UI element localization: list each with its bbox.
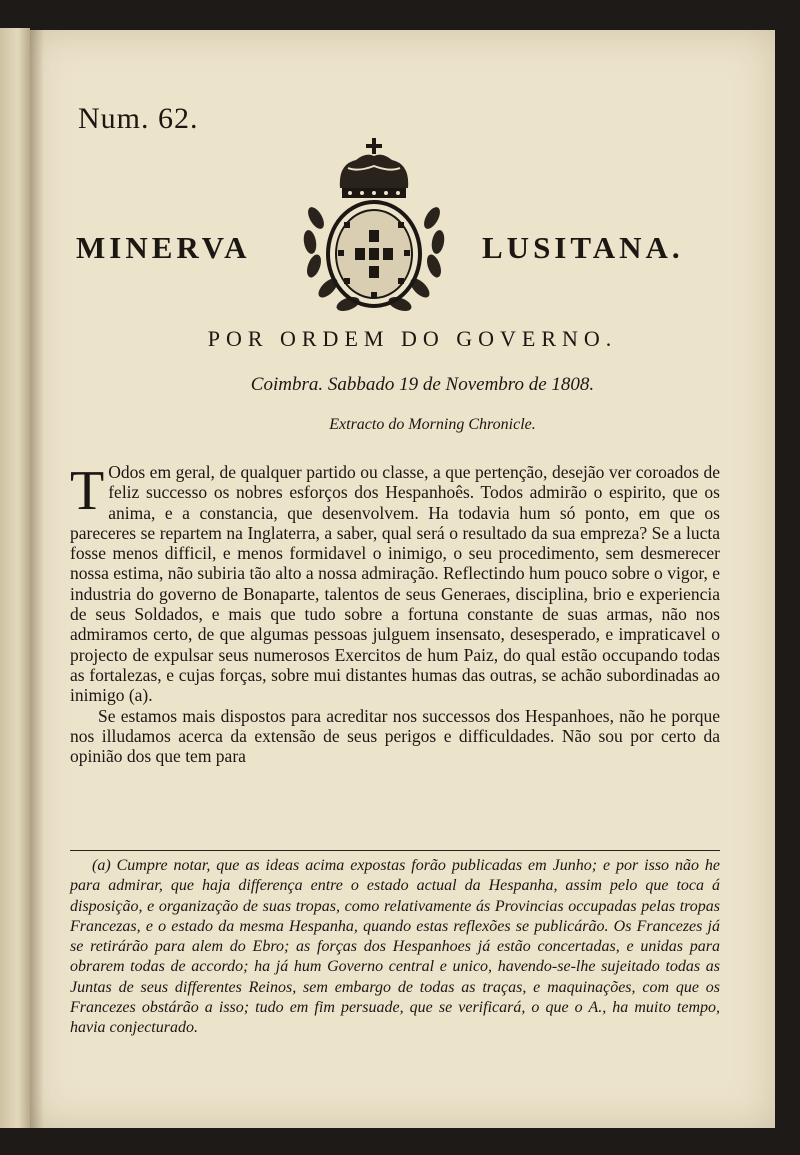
extract-heading: Extracto do Morning Chronicle. xyxy=(329,416,536,433)
masthead-title-right: LUSITANA. xyxy=(482,230,684,265)
previous-page-edge xyxy=(0,28,30,1128)
newspaper-page xyxy=(30,30,775,1128)
binding-shadow xyxy=(30,30,44,1128)
issue-number: Num. 62. xyxy=(78,102,199,135)
footnote: (a) Cumpre notar, que as ideas acima expostas forão publicadas em Junho; e por isso não he para admirar, que haja differença entre o estado actual da Hespanha, assim pelo que toca á disposição, e organização de suas tropas, como relativamente ás Provincias occupadas pelas tropas Francezas, e o estado da mesma Hespanha, quando estas reflexões se publicárão. Os Francezes já se retirárão para alem do Ebro; as forças dos Hespanhoes já estão concertadas, e unidas para obrarem todas de accordo; ha já hum Governo central e unico, havendo-se-lhe sujeitado todas as Juntas de seus differentes Reinos, sem embargo de todas as traças, e maquinações, com que os Francezes obstárão a isso; tudo em fim persuade, que se verificará, o que o A., ha muito tempo, havia conjecturado. xyxy=(70,857,720,1037)
paragraph-1-text: Odos em geral, de qualquer partido ou classe, a que pertenção, desejão ver coroados de feliz successo os nobres esforços dos Hespanhoês. Todos admirão o espirito, que os anima, e a constancia, que desenvolvem. Ha todavia hum só ponto, em que os pareceres se repartem na Inglaterra, a saber, qual será o resultado da sua empreza? Se a lucta fosse menos difficil, e menos formidavel o inimigo, o seu procedimento, sem desmerecer nossa estima, não subiria tão alto a nossa admiração. Reflectindo hum pouco sobre o vigor, e industria do governo de Bonaparte, talentos de seus Generaes, disciplina, brio e experiencia de seus Soldados, e mais que tudo sobre a fortuna constante de suas armas, não nos admiramos certo, de que algumas pessoas julguem insensato, desesperado, e impraticavel o projecto de expulsar seus numerosos Exercitos de hum Paiz, do qual estão occupando todas as fortalezas, e cujas forças, sobre mui distantes humas das outras, se achão subordinadas ao inimigo (a). xyxy=(70,462,720,706)
masthead-subtitle: POR ORDEM DO GOVERNO. xyxy=(207,326,618,351)
masthead-title-left: MINERVA xyxy=(76,230,251,265)
footnote-divider xyxy=(70,850,720,851)
royal-coat-of-arms-icon xyxy=(298,138,450,316)
dateline: Coimbra. Sabbado 19 de Novembro de 1808. xyxy=(250,374,595,395)
article-body xyxy=(70,462,720,766)
drop-cap: T xyxy=(70,460,105,522)
article-paragraph-1 xyxy=(70,462,720,706)
article-paragraph-2: Se estamos mais dispostos para acreditar nos successos dos Hespanhoes, não he porque nos illudamos acerca da extensão de seus perigos e difficuldades. Não sou por certo da opinião dos que tem para xyxy=(70,705,720,767)
